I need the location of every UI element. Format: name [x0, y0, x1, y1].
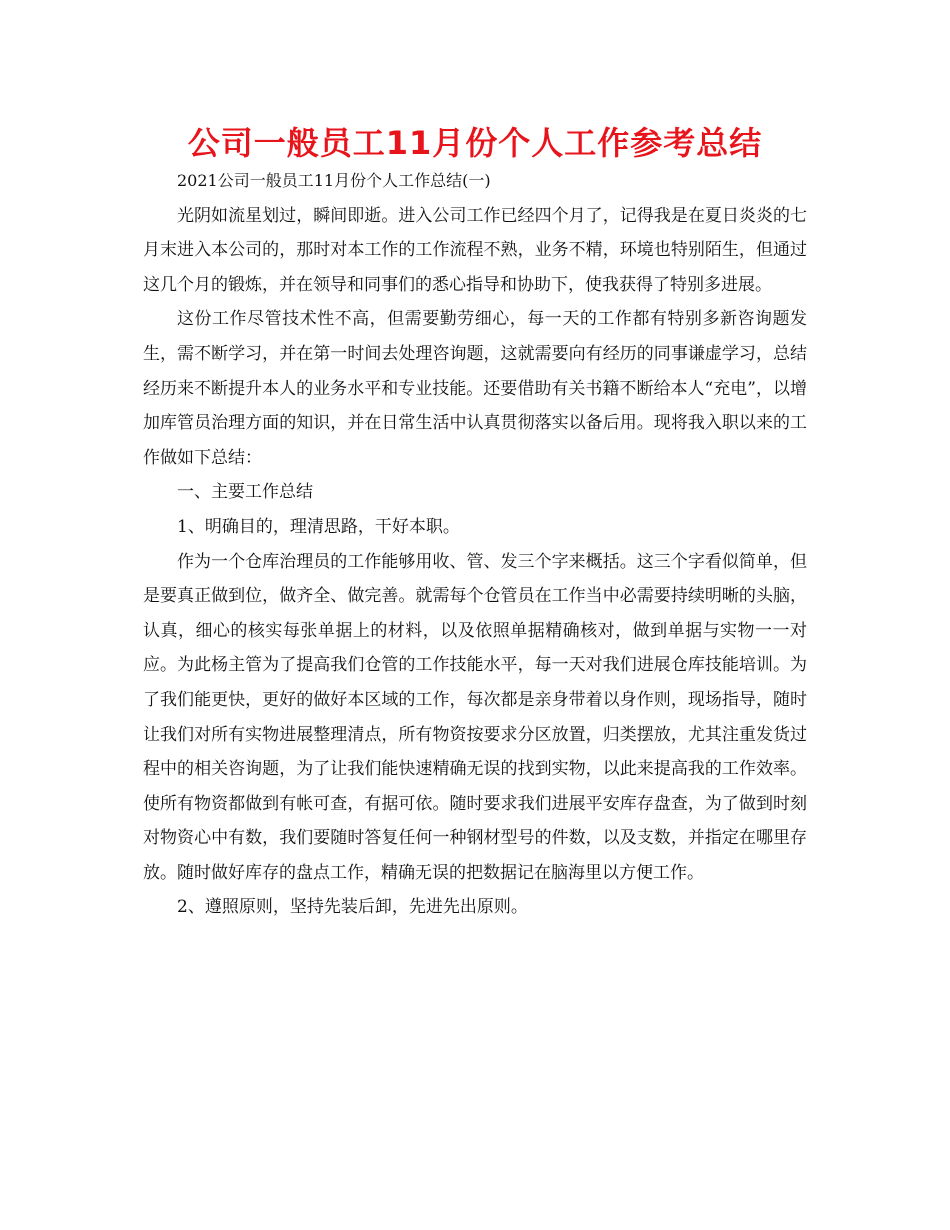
document-body [143, 164, 807, 925]
body-paragraph: 光阴如流星划过，瞬间即逝。进入公司工作已经四个月了，记得我是在夏日炎炎的七月末进入本公司的，那时对本工作的工作流程不熟，业务不精，环境也特别陌生，但通过这几个月的锻炼，并在领导和同事们的悉心指导和协助下，使我获得了特别多进展。 [143, 205, 807, 295]
section-heading: 一、主要工作总结 [177, 482, 313, 503]
subsection-heading: 2、遵照原则，坚持先装后卸，先进先出原则。 [177, 897, 528, 918]
body-paragraph: 这份工作尽管技术性不高，但需要勤劳细心，每一天的工作都有特别多新咨询题发生，需不断学习，并在第一时间去处理咨询题，这就需要向有经历的同事谦虚学习，总结经历来不断提升本人的业务水平和专业技能。还要借助有关书籍不断给本人“充电”，以增加库管员治理方面的知识，并在日常生活中认真贯彻落实以备后用。现将我入职以来的工作做如下总结： [143, 309, 807, 468]
document-title: 公司一般员工11月份个人工作参考总结 [187, 124, 763, 162]
body-paragraph: 作为一个仓库治理员的工作能够用收、管、发三个字来概括。这三个字看似简单，但是要真正做到位，做齐全、做完善。就需每个仓管员在工作当中必需要持续明晰的头脑，认真，细心的核实每张单据上的材料，以及依照单据精确核对，做到单据与实物一一对应。为此杨主管为了提高我们仓管的工作技能水平，每一天对我们进展仓库技能培训。为了我们能更快，更好的做好本区域的工作，每次都是亲身带着以身作则，现场指导，随时让我们对所有实物进展整理清点，所有物资按要求分区放置，归类摆放，尤其注重发货过程中的相关咨询题，为了让我们能快速精确无误的找到实物，以此来提高我的工作效率。使所有物资都做到有帐可查，有据可依。随时要求我们进展平安库存盘查，为了做到时刻对物资心中有数，我们要随时答复任何一种钢材型号的件数，以及支数，并指定在哪里存放。随时做好库存的盘点工作，精确无误的把数据记在脑海里以方便工作。 [143, 551, 807, 883]
subtitle-paragraph: 2021公司一般员工11月份个人工作总结(一) [177, 171, 491, 190]
subsection-heading: 1、明确目的，理清思路，干好本职。 [177, 516, 460, 537]
